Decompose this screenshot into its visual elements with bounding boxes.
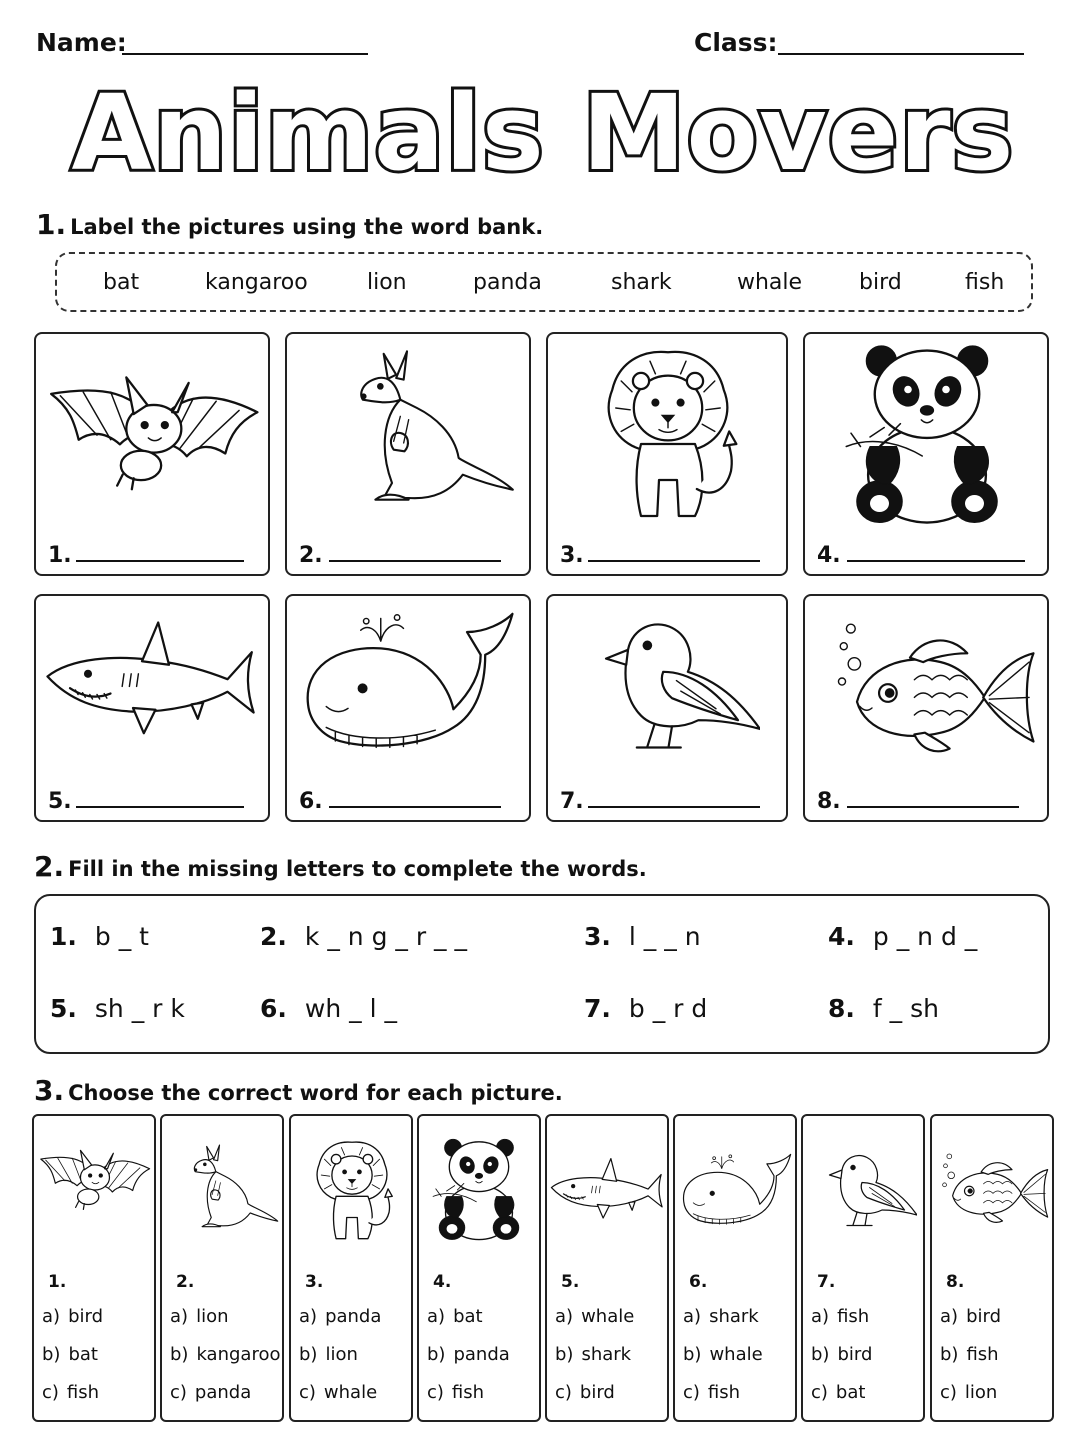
option-word: bird: [68, 1306, 103, 1327]
option-key: a): [811, 1306, 830, 1327]
choice-option[interactable]: [427, 1344, 510, 1365]
option-key: c): [170, 1382, 187, 1403]
option-word: panda: [325, 1306, 382, 1327]
option-word: fish: [966, 1344, 999, 1365]
option-word: bird: [579, 1382, 615, 1403]
option-word: fish: [66, 1382, 100, 1403]
bird-icon: [548, 596, 786, 776]
picture-card-6: [285, 594, 531, 822]
option-word: panda: [194, 1382, 252, 1403]
option-key: a): [683, 1306, 702, 1327]
choice-option[interactable]: [555, 1382, 615, 1403]
fill-item[interactable]: [828, 994, 939, 1023]
option-word: bat: [68, 1344, 98, 1365]
section-3-instruction: Choose the correct word for each picture.: [68, 1081, 563, 1105]
fill-number: 5.: [50, 994, 77, 1023]
choice-number: 1.: [48, 1272, 67, 1292]
bird-icon: [803, 1116, 923, 1256]
choice-option[interactable]: [299, 1382, 377, 1403]
answer-blank[interactable]: [847, 560, 1025, 562]
option-key: a): [555, 1306, 574, 1327]
option-word: bird: [966, 1306, 1001, 1327]
fish-icon: [932, 1116, 1052, 1256]
word-bank-item: shark: [611, 270, 672, 295]
option-key: c): [683, 1382, 700, 1403]
option-word: fish: [707, 1382, 741, 1403]
choice-option[interactable]: [42, 1382, 99, 1403]
picture-label: 6.: [299, 789, 323, 814]
section-2-number: 2.: [34, 850, 65, 883]
word-bank-item: kangaroo: [205, 270, 308, 295]
choice-option[interactable]: [42, 1344, 98, 1365]
panda-icon: [805, 334, 1047, 534]
choice-option[interactable]: [940, 1344, 999, 1365]
choice-option[interactable]: [940, 1382, 997, 1403]
choice-option[interactable]: [299, 1344, 358, 1365]
option-key: b): [299, 1344, 318, 1365]
option-word: whale: [323, 1382, 378, 1403]
picture-card-8: [803, 594, 1049, 822]
option-key: a): [299, 1306, 318, 1327]
choice-card-6: [673, 1114, 797, 1422]
option-key: b): [170, 1344, 189, 1365]
kangaroo-icon: [287, 334, 529, 534]
option-word: lion: [964, 1382, 998, 1403]
answer-blank[interactable]: [847, 806, 1019, 808]
whale-icon: [675, 1116, 795, 1256]
choice-number: 8.: [946, 1272, 965, 1292]
word-bank-item: panda: [473, 270, 542, 295]
fill-number: 7.: [584, 994, 611, 1023]
section-2-instruction: Fill in the missing letters to complete the words.: [68, 857, 647, 881]
name-field[interactable]: [122, 53, 368, 55]
choice-card-3: [289, 1114, 413, 1422]
picture-card-7: [546, 594, 788, 822]
choice-option[interactable]: [42, 1306, 103, 1327]
choice-option[interactable]: [940, 1306, 1001, 1327]
shark-icon: [547, 1116, 667, 1236]
word-bank-item: bird: [859, 270, 902, 295]
option-word: bat: [835, 1382, 866, 1403]
fill-item[interactable]: [260, 922, 467, 951]
picture-label: 8.: [817, 789, 841, 814]
answer-blank[interactable]: [76, 806, 244, 808]
choice-number: 7.: [817, 1272, 836, 1292]
option-word: lion: [325, 1344, 358, 1365]
option-key: c): [555, 1382, 572, 1403]
fill-word: p _ n d _: [872, 922, 978, 951]
word-bank-item: lion: [367, 270, 407, 295]
option-key: c): [940, 1382, 957, 1403]
fill-number: 3.: [584, 922, 611, 951]
picture-card-1: [34, 332, 270, 576]
fill-word: sh _ r k: [94, 994, 185, 1023]
option-word: shark: [581, 1344, 632, 1365]
fill-word: b _ t: [94, 922, 149, 951]
choice-option[interactable]: [683, 1344, 763, 1365]
choice-option[interactable]: [683, 1306, 759, 1327]
choice-number: 3.: [305, 1272, 324, 1292]
option-key: c): [299, 1382, 316, 1403]
shark-icon: [36, 596, 268, 766]
option-key: b): [940, 1344, 959, 1365]
choice-option[interactable]: [427, 1382, 484, 1403]
choice-card-5: [545, 1114, 669, 1422]
choice-option[interactable]: [811, 1344, 872, 1365]
option-word: bird: [837, 1344, 873, 1365]
option-key: b): [427, 1344, 446, 1365]
picture-label: 4.: [817, 543, 841, 568]
choice-option[interactable]: [811, 1306, 869, 1327]
picture-label: 5.: [48, 789, 72, 814]
answer-blank[interactable]: [588, 806, 760, 808]
choice-option[interactable]: [170, 1382, 251, 1403]
section-3-heading: [34, 1074, 563, 1107]
word-bank-item: whale: [737, 270, 803, 295]
choice-option[interactable]: [170, 1344, 281, 1365]
section-3-number: 3.: [34, 1074, 65, 1107]
picture-card-2: [285, 332, 531, 576]
choice-option[interactable]: [683, 1382, 740, 1403]
option-key: a): [940, 1306, 959, 1327]
section-2-heading: [34, 850, 647, 883]
lion-icon: [291, 1116, 411, 1266]
section-1-heading: [36, 208, 543, 241]
choice-number: 5.: [561, 1272, 580, 1292]
option-key: c): [811, 1382, 828, 1403]
option-key: a): [170, 1306, 189, 1327]
fill-word: f _ sh: [872, 994, 939, 1023]
choice-card-7: [801, 1114, 925, 1422]
fill-word: l _ _ n: [628, 922, 701, 951]
choice-option[interactable]: [427, 1306, 483, 1327]
worksheet-title: Animals Movers: [71, 72, 1015, 194]
option-key: b): [555, 1344, 574, 1365]
bat-icon: [34, 1116, 154, 1226]
fill-item[interactable]: [260, 994, 397, 1023]
choice-number: 6.: [689, 1272, 708, 1292]
word-bank: [55, 252, 1033, 312]
class-label: Class:: [694, 28, 778, 57]
choice-option[interactable]: [299, 1306, 381, 1327]
fill-in-box: [34, 894, 1050, 1054]
option-word: fish: [837, 1306, 870, 1327]
option-word: kangaroo: [196, 1344, 281, 1365]
choice-option[interactable]: [555, 1306, 634, 1327]
answer-blank[interactable]: [329, 560, 501, 562]
fill-number: 1.: [50, 922, 77, 951]
answer-blank[interactable]: [588, 560, 760, 562]
fill-item[interactable]: [50, 922, 149, 951]
option-key: b): [42, 1344, 61, 1365]
picture-card-3: [546, 332, 788, 576]
picture-label: 3.: [560, 543, 584, 568]
choice-option[interactable]: [555, 1344, 631, 1365]
word-bank-item: fish: [965, 270, 1005, 295]
fill-word: b _ r d: [628, 994, 708, 1023]
option-word: whale: [581, 1306, 635, 1327]
answer-blank[interactable]: [329, 806, 501, 808]
bat-icon: [36, 334, 268, 514]
choice-card-8: [930, 1114, 1054, 1422]
fill-item[interactable]: [828, 922, 977, 951]
option-key: c): [427, 1382, 444, 1403]
choice-number: 2.: [176, 1272, 195, 1292]
kangaroo-icon: [162, 1116, 282, 1266]
fill-number: 2.: [260, 922, 287, 951]
section-1-instruction: Label the pictures using the word bank.: [70, 215, 544, 239]
choice-card-1: [32, 1114, 156, 1422]
option-word: shark: [709, 1306, 759, 1327]
option-key: c): [42, 1382, 59, 1403]
fill-number: 8.: [828, 994, 855, 1023]
option-word: fish: [451, 1382, 485, 1403]
picture-label: 1.: [48, 543, 72, 568]
fill-word: k _ n g _ r _ _: [304, 922, 468, 951]
option-word: panda: [453, 1344, 510, 1365]
whale-icon: [287, 596, 529, 776]
class-field[interactable]: [778, 53, 1024, 55]
picture-card-4: [803, 332, 1049, 576]
fill-word: wh _ l _: [304, 994, 397, 1023]
section-1-number: 1.: [36, 208, 67, 241]
fill-number: 6.: [260, 994, 287, 1023]
fill-item[interactable]: [50, 994, 185, 1023]
picture-card-5: [34, 594, 270, 822]
picture-label: 2.: [299, 543, 323, 568]
option-word: lion: [196, 1306, 229, 1327]
choice-option[interactable]: [170, 1306, 229, 1327]
choice-option[interactable]: [811, 1382, 865, 1403]
lion-icon: [548, 334, 786, 534]
choice-card-2: [160, 1114, 284, 1422]
fish-icon: [805, 596, 1047, 776]
option-key: a): [427, 1306, 446, 1327]
answer-blank[interactable]: [76, 560, 244, 562]
option-key: b): [811, 1344, 830, 1365]
option-word: bat: [453, 1306, 483, 1327]
choice-card-4: [417, 1114, 541, 1422]
fill-item[interactable]: [584, 994, 707, 1023]
picture-label: 7.: [560, 789, 584, 814]
fill-item[interactable]: [584, 922, 701, 951]
option-word: whale: [709, 1344, 763, 1365]
fill-number: 4.: [828, 922, 855, 951]
choice-number: 4.: [433, 1272, 452, 1292]
option-key: b): [683, 1344, 702, 1365]
name-label: Name:: [36, 28, 127, 57]
panda-icon: [419, 1116, 539, 1266]
word-bank-item: bat: [103, 270, 140, 295]
option-key: a): [42, 1306, 61, 1327]
